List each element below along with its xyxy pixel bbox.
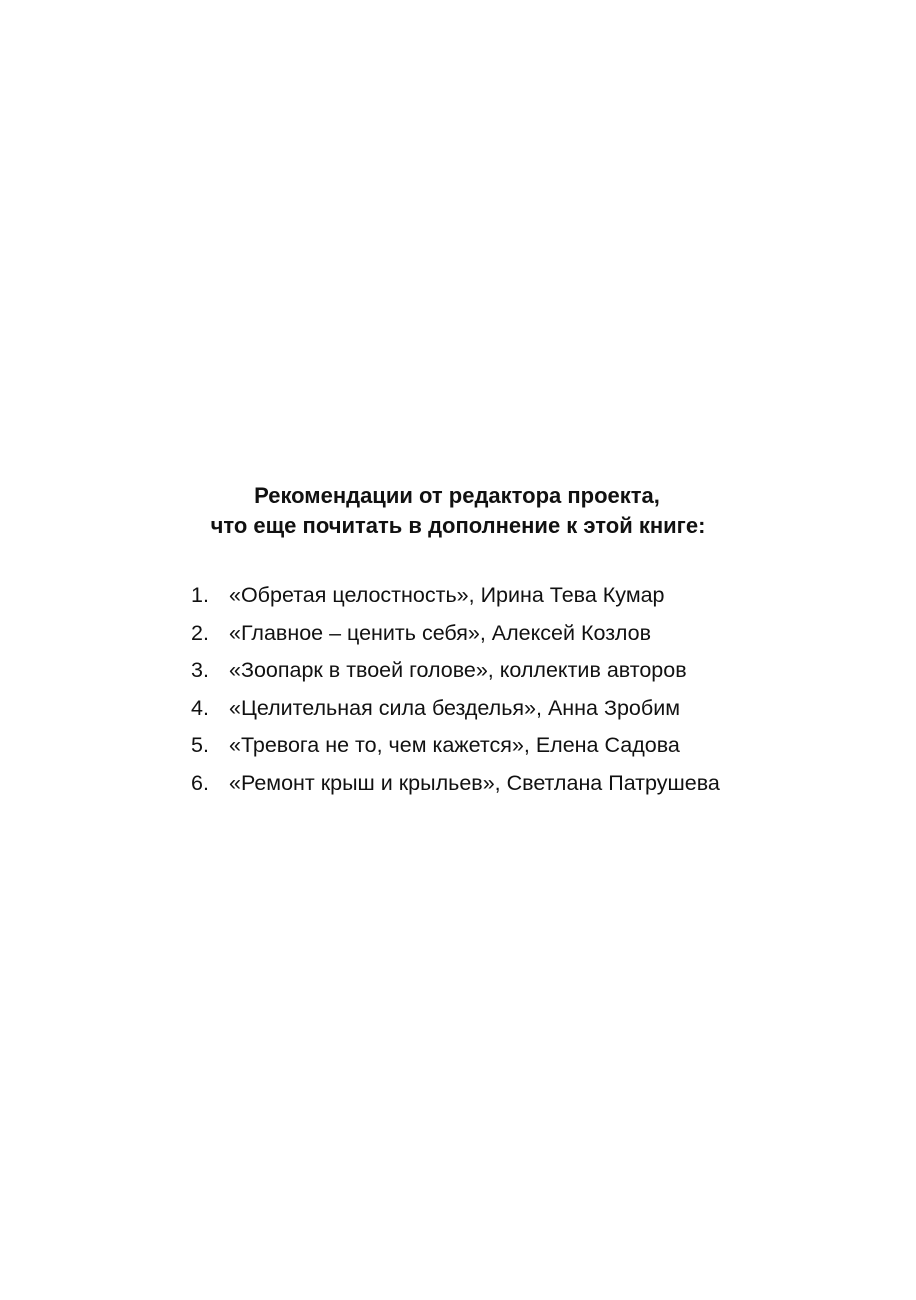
list-item-text: «Главное – ценить себя», Алексей Козлов: [229, 620, 652, 645]
list-item-text: «Целительная сила безделья», Анна Зробим: [229, 695, 680, 720]
recommendations-heading: [0, 481, 916, 541]
list-item-number: 6.: [191, 770, 209, 795]
list-item-number: 5.: [191, 733, 209, 758]
list-item-number: 3.: [191, 658, 209, 683]
list-item-text: «Обретая целостность», Ирина Тева Кумар: [229, 583, 665, 607]
heading-line-1: Рекомендации от редактора проекта,: [254, 483, 660, 508]
list-item-text: «Ремонт крыш и крыльев», Светлана Патрушева: [229, 770, 720, 795]
list-item-text: «Тревога не то, чем кажется», Елена Садова: [229, 733, 680, 758]
list-item-number: 1.: [191, 583, 209, 607]
list-item-text: «Зоопарк в твоей голове», коллектив авторов: [229, 658, 687, 683]
list-item-number: 2.: [191, 620, 209, 645]
list-item-number: 4.: [191, 695, 209, 720]
heading-line-2: что еще почитать в дополнение к этой книге:: [210, 513, 706, 538]
